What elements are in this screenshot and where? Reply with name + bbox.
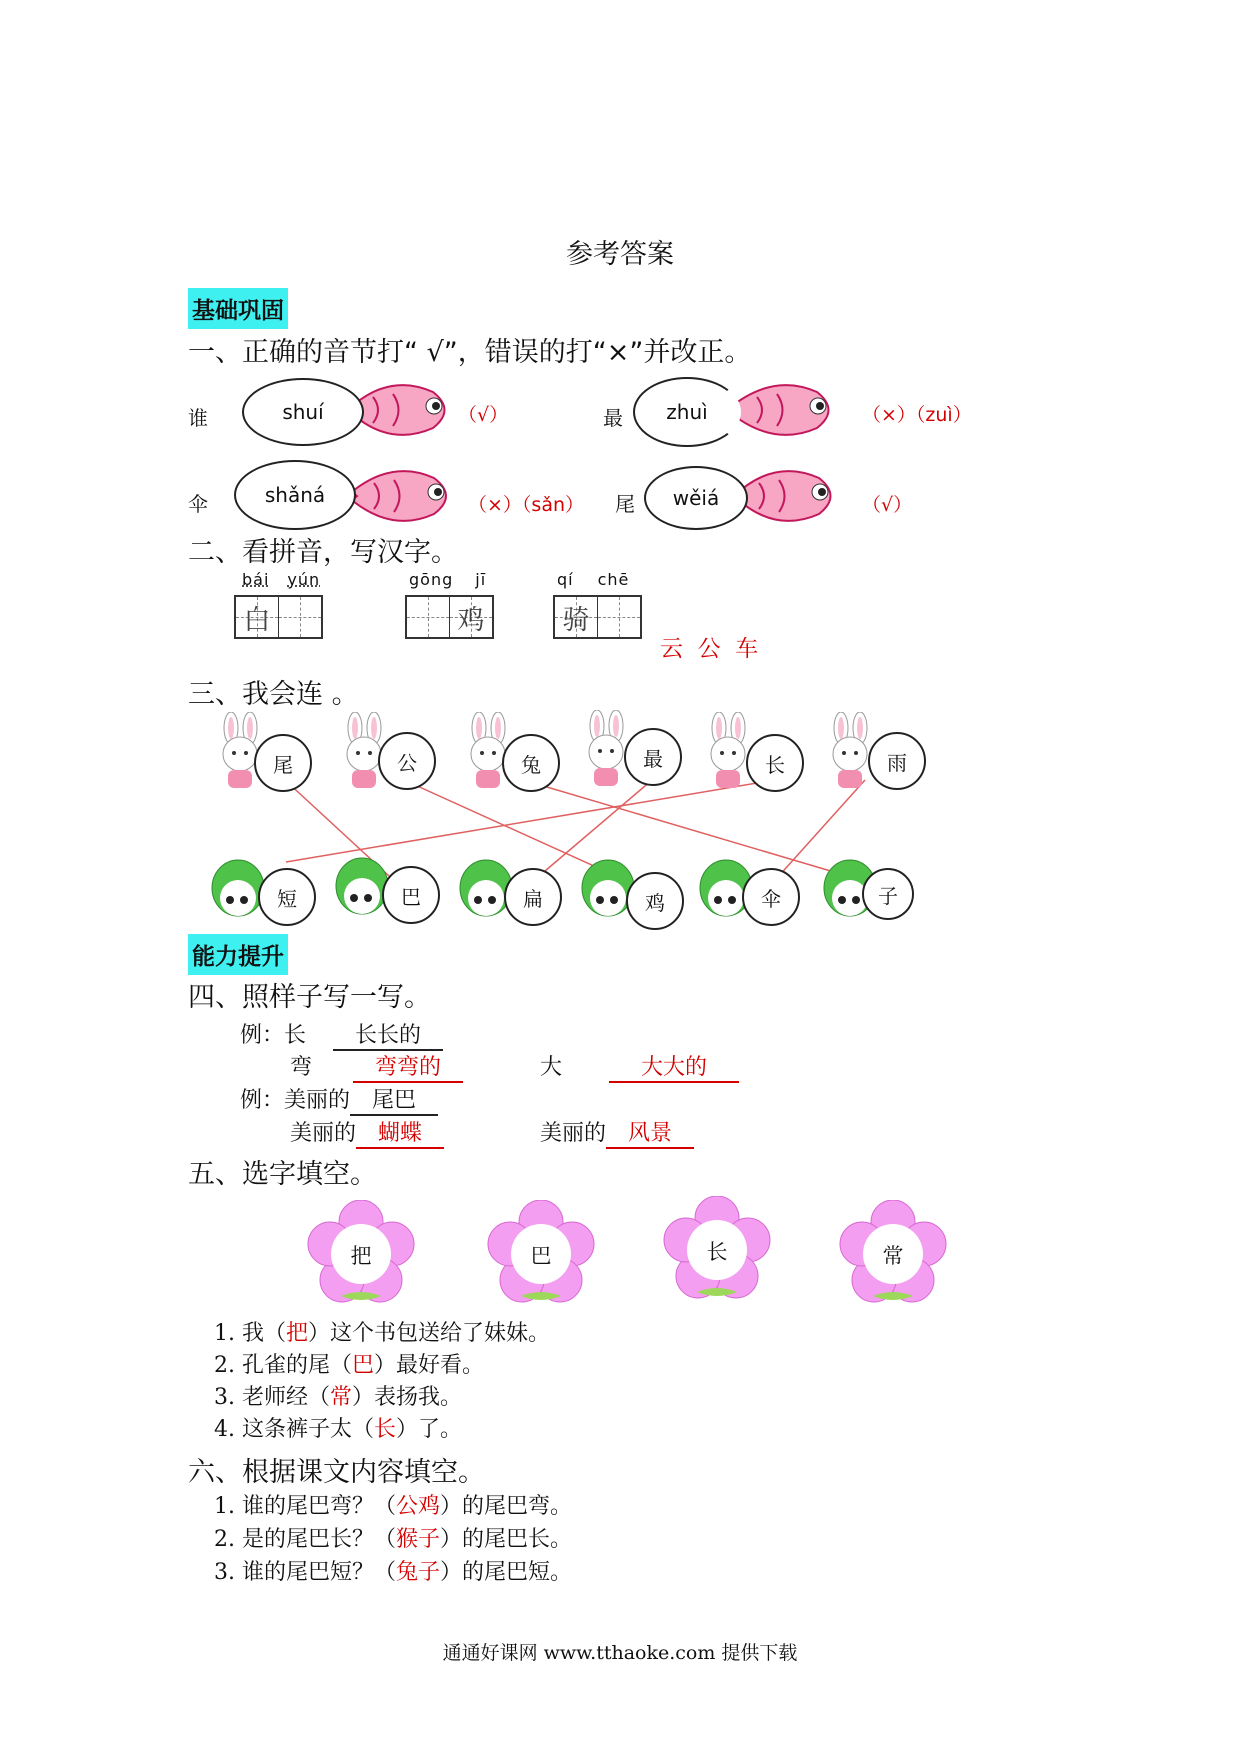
q1-char-2: 最 bbox=[603, 406, 623, 430]
flower-label: 长 bbox=[706, 1240, 728, 1264]
q6-line-pre: 1. 谁的尾巴弯？（ bbox=[214, 1494, 396, 1519]
q3-bottom-circle bbox=[862, 868, 914, 920]
q2-char: 鸡 bbox=[457, 604, 485, 636]
q3-top-char: 长 bbox=[765, 752, 785, 777]
q6-line-post: ）的尾巴短。 bbox=[440, 1560, 573, 1585]
q3-top-circle bbox=[502, 734, 560, 792]
q3-top-circle bbox=[254, 734, 312, 792]
q6-line-post: ）的尾巴弯。 bbox=[440, 1494, 573, 1519]
q2-pinyin: jī bbox=[475, 570, 487, 589]
q4-row1-b-answer: 大大的 bbox=[609, 1050, 739, 1083]
q3-bottom-char: 短 bbox=[277, 886, 297, 911]
q5-line bbox=[214, 1318, 550, 1350]
q3-bottom-circle bbox=[626, 872, 684, 930]
q3-top-circle bbox=[746, 734, 804, 792]
q5-line-answer: 长 bbox=[373, 1417, 396, 1442]
q4-row2-b-answer: 风景 bbox=[606, 1116, 694, 1149]
q2-heading: 二、看拼音，写汉字。 bbox=[188, 537, 458, 568]
q1-fix-2: （zuì） bbox=[915, 404, 972, 426]
q4-ex2-answer: 尾巴 bbox=[350, 1083, 438, 1116]
q2-pinyin: gōng bbox=[409, 570, 454, 589]
q1-char-3: 伞 bbox=[188, 492, 208, 516]
q3-bottom-char: 伞 bbox=[761, 886, 781, 911]
q3-bottom-char: 扁 bbox=[523, 886, 543, 911]
q6-line-answer: 兔子 bbox=[395, 1560, 440, 1585]
q6-line-post: ）的尾巴长。 bbox=[440, 1527, 573, 1552]
q4-row-1b bbox=[540, 1050, 739, 1083]
q5-line bbox=[214, 1382, 550, 1414]
q3-top-char: 最 bbox=[643, 746, 663, 771]
q3-top-circle bbox=[378, 732, 436, 790]
q2-answer: 云 公 车 bbox=[660, 636, 759, 662]
q5-line-answer: 巴 bbox=[351, 1353, 374, 1378]
q4-row2-a-label: 美丽的 bbox=[290, 1121, 357, 1146]
page-title: 参考答案 bbox=[566, 239, 674, 270]
q3-top-char: 兔 bbox=[521, 752, 541, 777]
q4-ex1-answer: 长长的 bbox=[333, 1018, 443, 1051]
q6-line bbox=[214, 1556, 572, 1589]
section-tag-basic: 基础巩固 bbox=[188, 288, 288, 329]
q4-example-1 bbox=[240, 1018, 443, 1051]
flower-card bbox=[486, 1200, 596, 1310]
q3-bottom-circle bbox=[742, 868, 800, 926]
q1-pinyin-4: wěiá bbox=[672, 486, 720, 510]
q5-line-post: ）表扬我。 bbox=[352, 1385, 463, 1410]
q5-heading: 五、选字填空。 bbox=[188, 1159, 377, 1190]
q1-pinyin-1: shuí bbox=[282, 400, 324, 424]
q5-line-pre: 4. 这条裤子太（ bbox=[214, 1417, 374, 1442]
flower-card bbox=[306, 1200, 416, 1310]
q5-line-post: ）了。 bbox=[396, 1417, 463, 1442]
q4-example-2 bbox=[240, 1083, 438, 1116]
q3-heading: 三、我会连 。 bbox=[188, 679, 359, 710]
q1-mark-text-4: （√） bbox=[862, 494, 913, 516]
q1-pinyin-3: shǎná bbox=[264, 483, 326, 507]
section-tag-advanced: 能力提升 bbox=[188, 934, 288, 975]
q6-line-pre: 2. 是的尾巴长？（ bbox=[214, 1527, 396, 1552]
q3-top-char: 公 bbox=[397, 750, 417, 775]
q4-row2-b-label: 美丽的 bbox=[540, 1121, 607, 1146]
q3-bottom-char: 巴 bbox=[401, 884, 421, 909]
q3-bottom-circle bbox=[382, 866, 440, 924]
q5-line-pre: 1. 我（ bbox=[214, 1321, 286, 1346]
q3-bottom-circle bbox=[504, 868, 562, 926]
flower-label: 把 bbox=[350, 1244, 372, 1268]
q1-pinyin-2: zhuì bbox=[666, 400, 708, 424]
q5-lines bbox=[214, 1318, 550, 1446]
q4-ex1-prefix: 例：长 bbox=[240, 1023, 307, 1048]
q3-top-char: 雨 bbox=[887, 750, 907, 775]
q4-row1-b-label: 大 bbox=[540, 1055, 563, 1080]
q3-bottom-char: 鸡 bbox=[645, 890, 665, 915]
q2-pinyin: chē bbox=[597, 570, 630, 589]
q1-fix-3: （sǎn） bbox=[521, 494, 585, 516]
q4-row1-a-label: 弯 bbox=[290, 1055, 313, 1080]
q1-mark-text-1: （√） bbox=[458, 404, 509, 426]
q4-row-1 bbox=[290, 1050, 463, 1083]
q5-line bbox=[214, 1414, 550, 1446]
q5-line-answer: 常 bbox=[329, 1385, 352, 1410]
q1-heading: 一、正确的音节打“ √”，错误的打“×”并改正。 bbox=[188, 337, 752, 368]
q6-lines bbox=[214, 1490, 572, 1589]
flower-card bbox=[662, 1196, 772, 1306]
q4-row-2b bbox=[540, 1116, 694, 1149]
q2-char: 白 bbox=[243, 604, 271, 636]
q6-line-answer: 猴子 bbox=[395, 1527, 440, 1552]
footer-text: 通通好课网 www.tthaoke.com 提供下载 bbox=[442, 1642, 798, 1664]
q5-line-post: ）这个书包送给了妹妹。 bbox=[308, 1321, 551, 1346]
q6-line bbox=[214, 1523, 572, 1556]
q5-line-answer: 把 bbox=[285, 1321, 308, 1346]
q6-line bbox=[214, 1490, 572, 1523]
q6-line-answer: 公鸡 bbox=[395, 1494, 440, 1519]
q1-char-4: 尾 bbox=[615, 492, 635, 516]
q1-char-1: 谁 bbox=[188, 406, 208, 430]
q2-pinyin: qí bbox=[557, 570, 574, 589]
q1-mark-text-2: （×） bbox=[862, 404, 916, 426]
q2-pinyin: yún bbox=[287, 570, 321, 589]
flower-card bbox=[838, 1200, 948, 1310]
flower-label: 巴 bbox=[530, 1244, 552, 1268]
q5-line bbox=[214, 1350, 550, 1382]
q4-row-2 bbox=[290, 1116, 444, 1149]
q3-top-char: 尾 bbox=[273, 752, 293, 777]
q5-line-pre: 2. 孔雀的尾（ bbox=[214, 1353, 352, 1378]
q5-line-pre: 3. 老师经（ bbox=[214, 1385, 330, 1410]
q6-line-pre: 3. 谁的尾巴短？（ bbox=[214, 1560, 396, 1585]
q4-row2-a-answer: 蝴蝶 bbox=[356, 1116, 444, 1149]
q3-bottom-char: 子 bbox=[878, 883, 898, 908]
q3-top-circle bbox=[624, 728, 682, 786]
q1-mark-text-3: （×） bbox=[468, 494, 522, 516]
q3-top-circle bbox=[868, 732, 926, 790]
q4-heading: 四、照样子写一写。 bbox=[188, 982, 431, 1013]
q4-row1-a-answer: 弯弯的 bbox=[353, 1050, 463, 1083]
q3-bottom-circle bbox=[258, 868, 316, 926]
q2-char: 骑 bbox=[562, 604, 590, 636]
flower-label: 常 bbox=[882, 1244, 904, 1268]
q5-line-post: ）最好看。 bbox=[374, 1353, 485, 1378]
q6-heading: 六、根据课文内容填空。 bbox=[188, 1457, 485, 1488]
q4-ex2-prefix: 例：美丽的 bbox=[240, 1088, 351, 1113]
q2-pinyin: bái bbox=[242, 570, 270, 589]
